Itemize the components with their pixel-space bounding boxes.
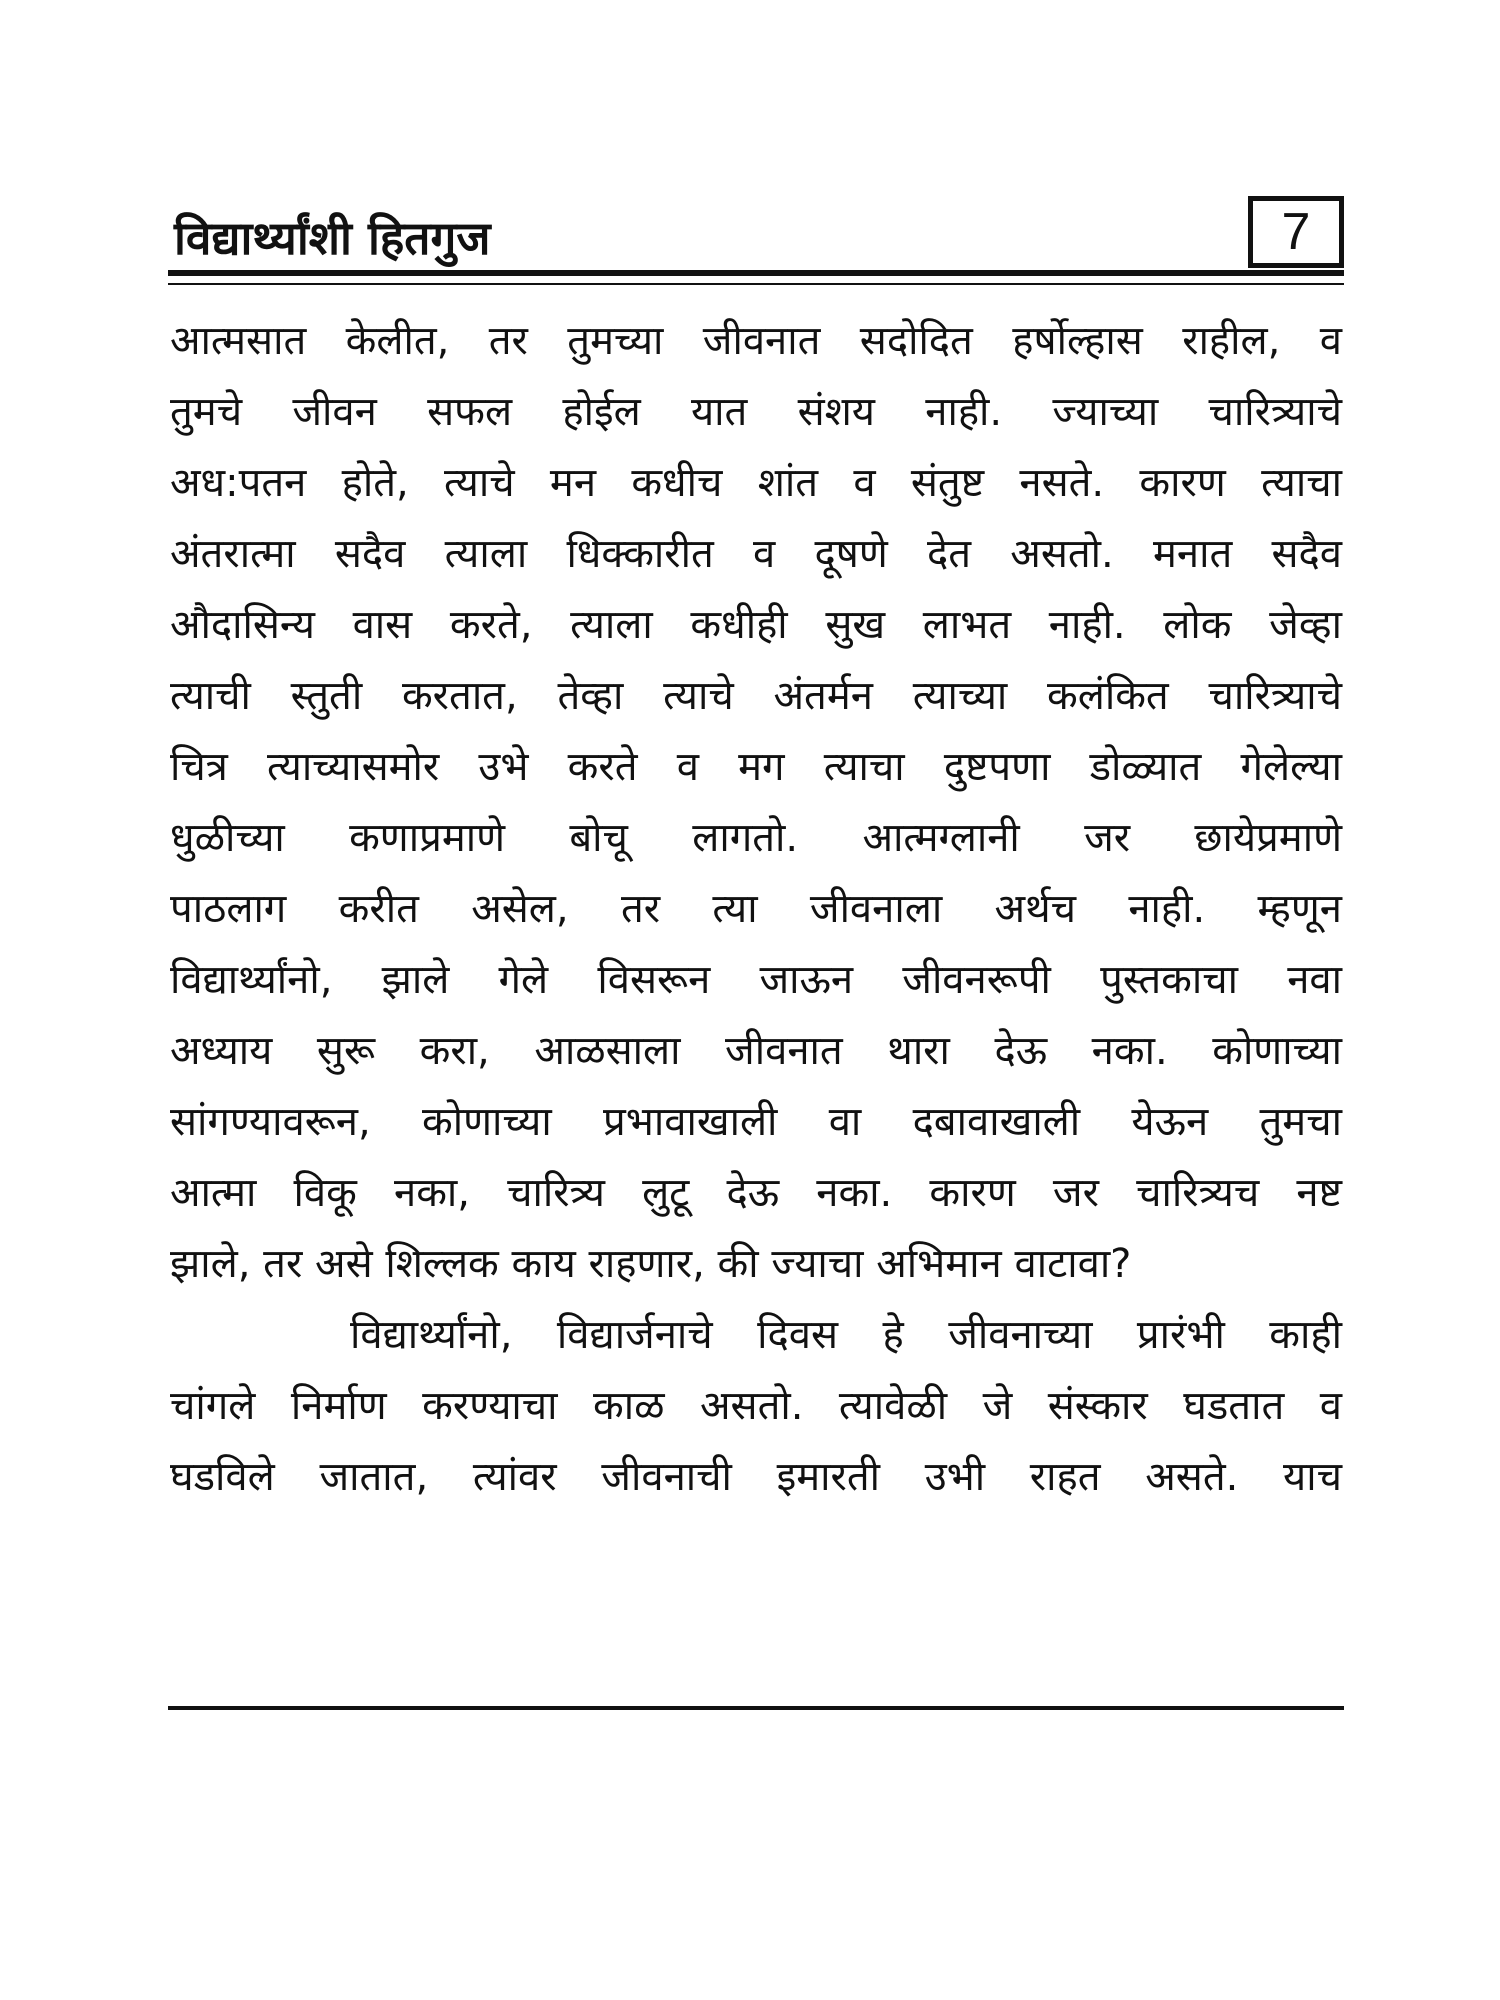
text-line: विद्यार्थ्यांनो, विद्यार्जनाचे दिवस हे जीवनाच्या प्रारंभी काही (350, 1312, 1342, 1358)
footer-rule (168, 1706, 1344, 1710)
text-line: सांगण्यावरून, कोणाच्या प्रभावाखाली वा दबावाखाली येऊन तुमचा (170, 1099, 1342, 1145)
text-line: धुळीच्या कणाप्रमाणे बोचू लागतो. आत्मग्लानी जर छायेप्रमाणे (170, 815, 1342, 861)
text-line: विद्यार्थ्यांनो, झाले गेले विसरून जाऊन जीवनरूपी पुस्तकाचा नवा (170, 957, 1342, 1003)
text-line: अंतरात्मा सदैव त्याला धिक्कारीत व दूषणे देत असतो. मनात सदैव (170, 531, 1342, 577)
body-text (170, 306, 1342, 1513)
text-line: औदासिन्य वास करते, त्याला कधीही सुख लाभत नाही. लोक जेव्हा (170, 602, 1342, 648)
text-line: आत्मा विकू नका, चारित्र्य लुटू देऊ नका. कारण जर चारित्र्यच नष्ट (170, 1170, 1342, 1216)
running-title: विद्यार्थ्यांशी हितगुज (174, 211, 491, 265)
page-number: 7 (1248, 196, 1344, 268)
header-rule-thick (168, 270, 1344, 276)
text-line: अध:पतन होते, त्याचे मन कधीच शांत व संतुष्ट नसते. कारण त्याचा (170, 460, 1342, 506)
text-line: तुमचे जीवन सफल होईल यात संशय नाही. ज्याच्या चारित्र्याचे (170, 389, 1342, 435)
page-header (168, 196, 1344, 272)
text-line: पाठलाग करीत असेल, तर त्या जीवनाला अर्थच नाही. म्हणून (170, 886, 1342, 932)
text-line: आत्मसात केलीत, तर तुमच्या जीवनात सदोदित हर्षोल्हास राहील, व (170, 318, 1342, 364)
text-line: चांगले निर्माण करण्याचा काळ असतो. त्यावेळी जे संस्कार घडतात व (170, 1383, 1342, 1429)
text-line: त्याची स्तुती करतात, तेव्हा त्याचे अंतर्मन त्याच्या कलंकित चारित्र्याचे (170, 673, 1342, 719)
text-line: अध्याय सुरू करा, आळसाला जीवनात थारा देऊ नका. कोणाच्या (170, 1028, 1342, 1074)
header-rule-thin (168, 283, 1344, 285)
text-line: झाले, तर असे शिल्लक काय राहणार, की ज्याचा अभिमान वाटावा? (170, 1241, 1132, 1287)
text-line: चित्र त्याच्यासमोर उभे करते व मग त्याचा दुष्टपणा डोळ्यात गेलेल्या (170, 744, 1342, 790)
text-line: घडविले जातात, त्यांवर जीवनाची इमारती उभी राहत असते. याच (170, 1454, 1342, 1500)
